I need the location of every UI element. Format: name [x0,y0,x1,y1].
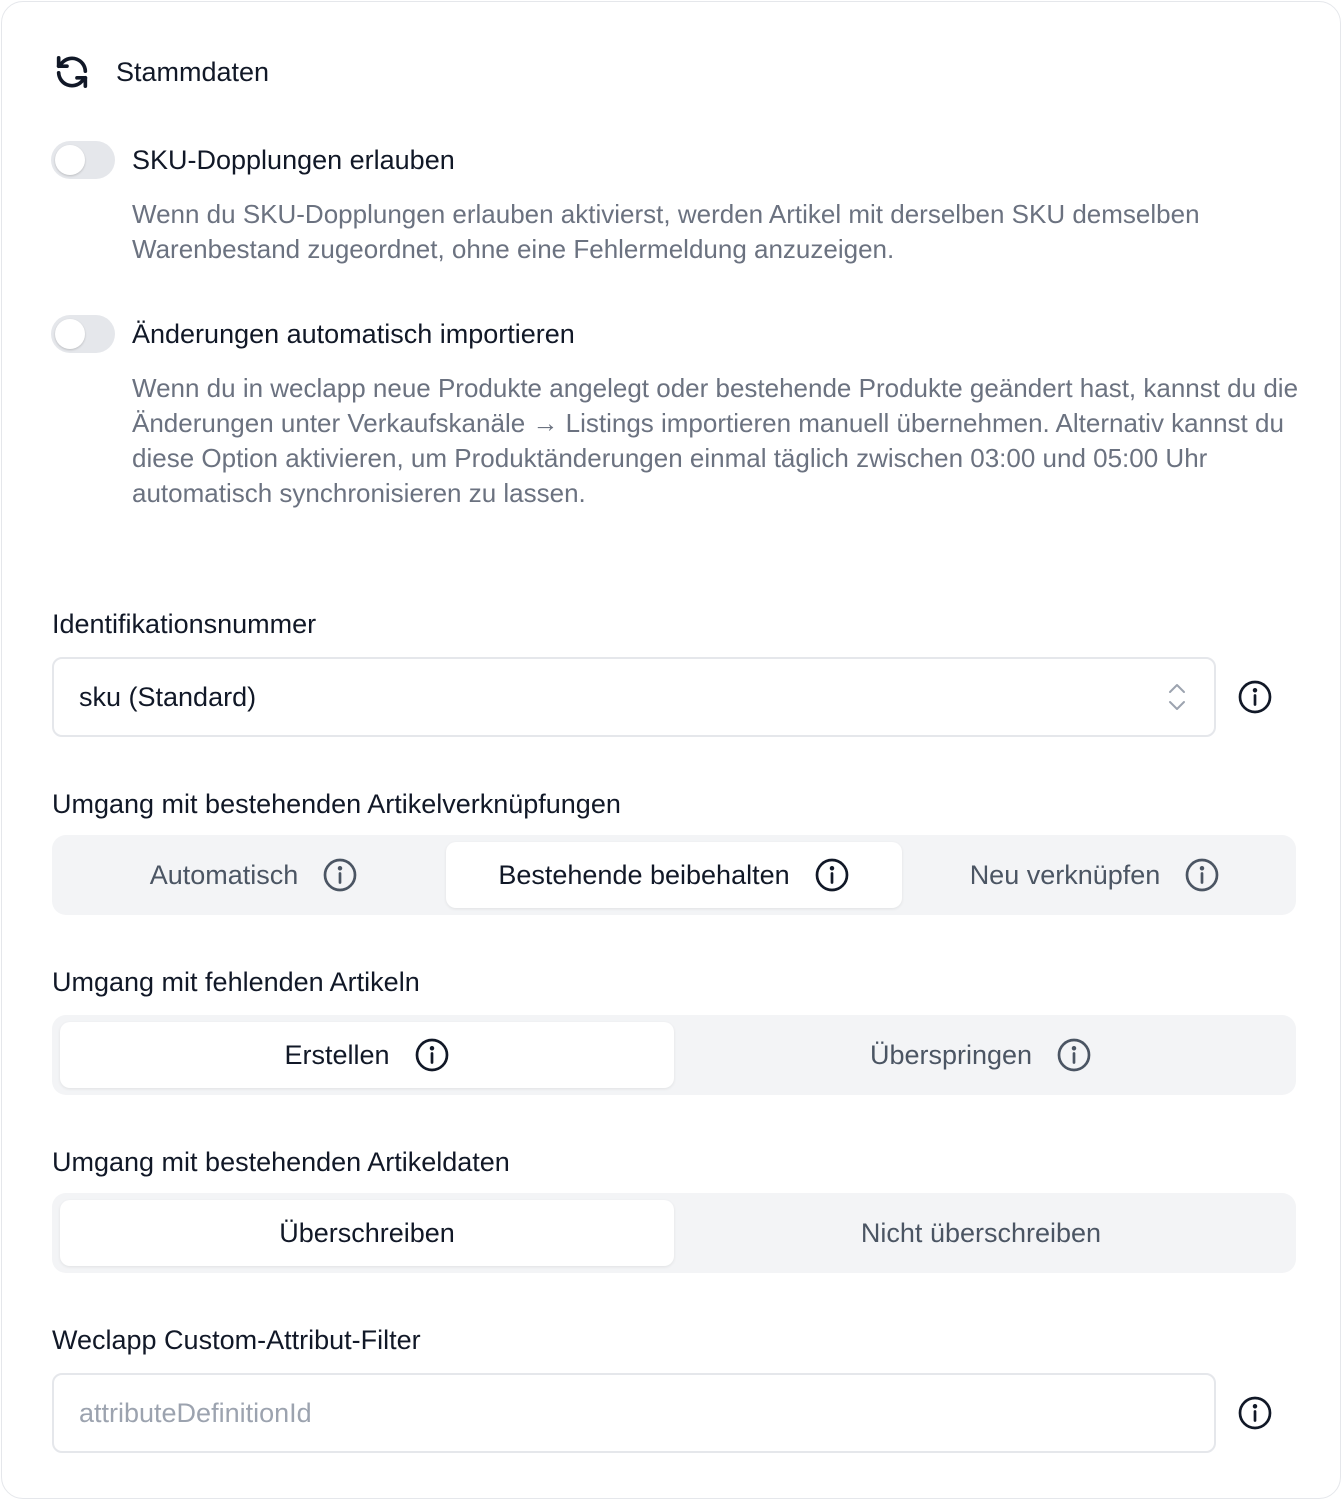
option-ueberschreiben[interactable] [60,1200,674,1266]
info-icon[interactable] [1237,679,1273,715]
option-nicht-ueberschreiben[interactable] [674,1200,1288,1266]
sku-duplicates-label: SKU-Dopplungen erlauben [132,145,455,175]
option-label: Neu verknüpfen [969,859,1161,890]
refresh-icon [52,52,92,92]
option-label: Bestehende beibehalten [498,859,790,890]
chevron-up-down-icon [1166,681,1188,713]
option-neu-verknuepfen[interactable] [902,842,1288,908]
option-bestehende-beibehalten[interactable] [446,842,902,908]
option-erstellen[interactable] [60,1022,674,1088]
auto-import-toggle[interactable] [51,315,115,353]
option-label: Nicht überschreiben [860,1217,1102,1248]
info-icon[interactable] [1237,1395,1273,1431]
missing-items-label: Umgang mit fehlenden Artikeln [52,967,420,997]
existing-data-label: Umgang mit bestehenden Artikeldaten [52,1147,510,1177]
option-ueberspringen[interactable] [674,1022,1288,1088]
info-icon[interactable] [1184,857,1220,893]
toggle-knob [55,319,85,349]
settings-card [1,1,1341,1499]
info-icon[interactable] [322,857,358,893]
custom-filter-label: Weclapp Custom-Attribut-Filter [52,1325,421,1355]
option-label: Erstellen [284,1039,390,1070]
existing-links-segmented-control [52,835,1296,915]
option-label: Überschreiben [279,1217,455,1248]
sku-duplicates-toggle[interactable] [51,141,115,179]
toggle-knob [55,145,85,175]
auto-import-description: Wenn du in weclapp neue Produkte angelegt oder bestehende Produkte geändert hast, kannst du die Änderungen unter Verkaufskanäle → Listings importieren manuell übernehmen. Alternativ kannst du diese Option aktivieren, um Produktänderungen einmal täglich zwischen 03:00 und 05:00 Uhr automatisch synchronisieren zu lassen. [132,373,1299,508]
existing-links-label: Umgang mit bestehenden Artikelverknüpfungen [52,789,621,819]
info-icon[interactable] [814,857,850,893]
identification-label: Identifikationsnummer [52,609,317,639]
section-title: Stammdaten [116,57,270,87]
option-automatisch[interactable] [60,842,448,908]
sku-duplicates-description: Wenn du SKU-Dopplungen erlauben aktivierst, werden Artikel mit derselben SKU demselben Warenbestand zugeordnet, ohne eine Fehlermeldung anzuzeigen. [132,199,1200,264]
auto-import-label: Änderungen automatisch importieren [132,319,575,349]
custom-filter-input[interactable] [52,1373,1216,1453]
existing-data-segmented-control [52,1193,1296,1273]
identification-select[interactable] [52,657,1216,737]
identification-select-value: sku (Standard) [79,682,257,712]
option-label: Überspringen [869,1039,1033,1070]
custom-filter-placeholder: attributeDefinitionId [79,1398,312,1428]
option-label: Automatisch [149,859,299,890]
info-icon[interactable] [1056,1037,1092,1073]
missing-items-segmented-control [52,1015,1296,1095]
info-icon[interactable] [414,1037,450,1073]
